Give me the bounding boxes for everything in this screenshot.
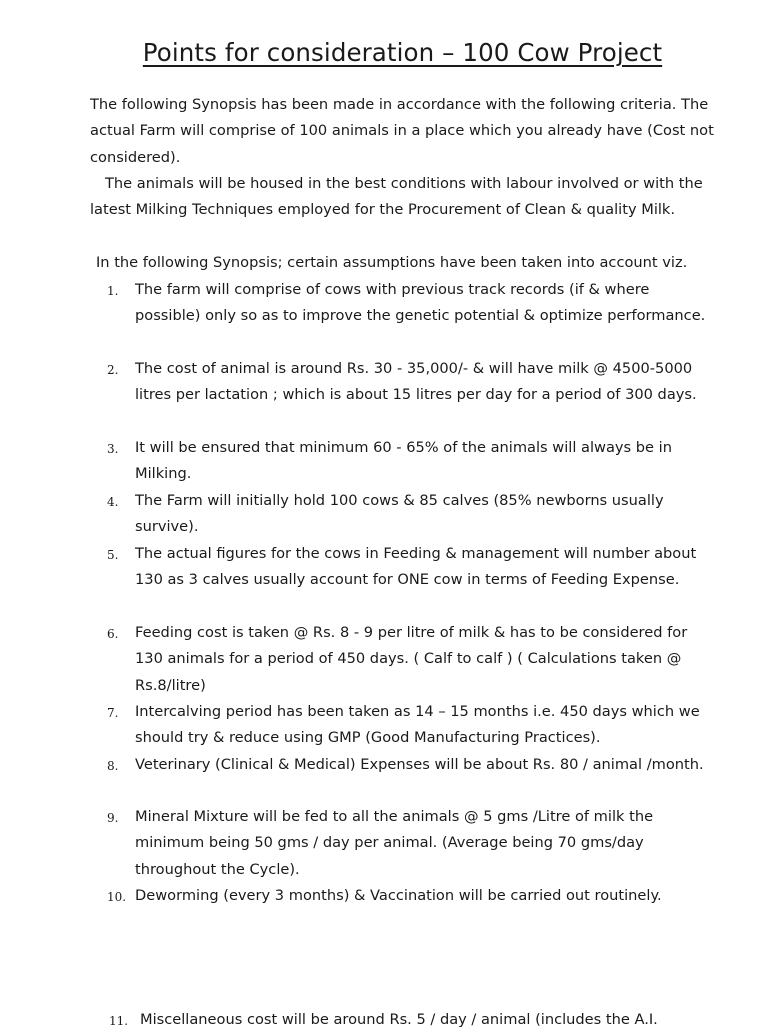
list-item-text: Intercalving period has been taken as 14 – 15 months i.e. 450 days which we should try & reduce using GMP (Good Manufacturing Practices). [135, 703, 700, 747]
list-item-text: The cost of animal is around Rs. 30 - 35,000/- & will have milk @ 4500-5000 litres per lactation ; which is about 15 litres per day for a period of 300 days. [135, 360, 697, 404]
list-item-text: Miscellaneous cost will be around Rs. 5 / day / animal (includes the A.I. [140, 1011, 658, 1028]
list-item-number: 8. [107, 759, 119, 773]
list-item-text: The Farm will initially hold 100 cows & 85 calves (85% newborns usually survive). [135, 492, 664, 536]
list-item-text: Mineral Mixture will be fed to all the animals @ 5 gms /Litre of milk the minimum being 50 gms / day per animal. (Average being 70 gms/day throughout the Cycle). [135, 808, 654, 878]
list-item-number: 7. [107, 706, 119, 720]
list-item-text: It will be ensured that minimum 60 - 65% of the animals will always be in Milking. [135, 439, 672, 483]
list-item-number: 5. [107, 548, 119, 562]
list-item-number: 9. [107, 811, 119, 825]
intro-paragraph-3: In the following Synopsis; certain assumptions have been taken into account viz. [96, 254, 688, 271]
list-item-number: 1. [107, 284, 119, 298]
list-item-number: 11. [109, 1014, 129, 1028]
list-item-number: 6. [107, 627, 119, 641]
intro-paragraph-2: The animals will be housed in the best conditions with labour involved or with the latest Milking Techniques employed for the Procurement of Clean & quality Milk. [90, 175, 703, 219]
list-item-text: The farm will comprise of cows with previous track records (if & where possible) only so as to improve the genetic potential & optimize performance. [135, 281, 706, 325]
list-item-number: 3. [107, 442, 119, 456]
list-item-text: Deworming (every 3 months) & Vaccination will be carried out routinely. [135, 887, 662, 904]
list-item-number: 4. [107, 495, 119, 509]
list-item-text: Veterinary (Clinical & Medical) Expenses will be about Rs. 80 / animal /month. [135, 756, 704, 773]
page-title: Points for consideration – 100 Cow Project [142, 38, 663, 67]
intro-paragraph-1: The following Synopsis has been made in accordance with the following criteria. The actual Farm will comprise of 100 animals in a place which you already have (Cost not considered). [90, 96, 714, 166]
list-item-text: The actual figures for the cows in Feeding & management will number about 130 as 3 calves usually account for ONE cow in terms of Feeding Expense. [135, 545, 697, 589]
list-item-number: 2. [107, 363, 119, 377]
list-item-text: Feeding cost is taken @ Rs. 8 - 9 per litre of milk & has to be considered for 130 animals for a period of 450 days. ( Calf to calf ) ( Calculations taken @ Rs.8/litre) [135, 624, 688, 694]
list-item-number: 10. [107, 890, 127, 904]
